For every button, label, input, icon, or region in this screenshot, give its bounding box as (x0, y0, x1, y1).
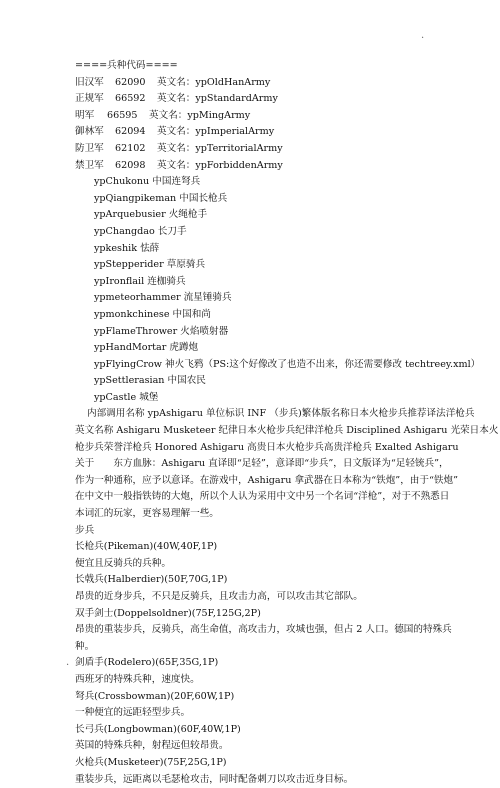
paragraph-line: 英文名称 Ashigaru Musketeer 纪律日本火枪步兵纪律洋枪兵 Disciplined Ashigaru 光荣日本火 (75, 425, 499, 437)
infantry-line: 重装步兵，远距离以毛瑟枪攻击，同时配备刺刀以攻击近身目标。 (75, 773, 354, 785)
infantry-line: 弩兵(Crossbowman)(20F,60W,1P) (75, 690, 235, 702)
list-item: ypmonkchinese 中国和尚 (94, 308, 211, 320)
paragraph-line: 枪步兵荣誉洋枪兵 Honored Ashigaru 高贵日本火枪步兵高贵洋枪兵 Exalted Ashigaru (75, 441, 459, 453)
page-mark-top: . (421, 30, 425, 41)
list-item: ypQiangpikeman 中国长枪兵 (94, 192, 228, 204)
document-body (75, 58, 499, 788)
list-item: ypHandMortar 虎蹲炮 (94, 342, 199, 354)
unit-name: 明军 (75, 109, 95, 121)
unit-english: 英文名：ypTerritorialArmy (157, 142, 283, 154)
unit-english: 英文名：ypStandardArmy (157, 93, 278, 105)
ashigaru-paragraph (75, 406, 499, 522)
list-item: ypFlameThrower 火焰喷射器 (94, 325, 229, 337)
unit-row (75, 108, 465, 125)
list-item: ypmeteorhammer 流星锤骑兵 (94, 292, 232, 304)
unit-row (75, 75, 465, 92)
unit-english: 英文名：ypImperialArmy (157, 126, 275, 138)
infantry-line: 西班牙的特殊兵种，速度快。 (75, 673, 200, 685)
paragraph-line: 内部调用名称 ypAshigaru 单位标识 INF （步兵)繁体版名称日本火枪步兵推荐译法洋枪兵 (87, 408, 475, 420)
unit-name: 旧汉军 (75, 76, 104, 88)
infantry-line: 长戟兵(Halberdier)(50F,70G,1P) (75, 574, 228, 586)
paragraph-line: 本词汇的玩家，更容易理解一些。 (75, 508, 219, 520)
unit-id-list (75, 174, 481, 406)
list-item: ypStepperider 草原骑兵 (94, 259, 206, 271)
infantry-line: 昂贵的近身步兵，不只是反骑兵，且攻击力高，可以攻击其它部队。 (75, 591, 363, 602)
infantry-line: 种。 (75, 640, 95, 652)
unit-english: 英文名：ypOldHanArmy (157, 76, 271, 88)
infantry-line: 剑盾手(Rodelero)(65F,35G,1P) (75, 657, 219, 669)
unit-row (75, 158, 465, 175)
infantry-line: 双手剑士(Doppelsoldner)(75F,125G,2P) (75, 607, 261, 619)
unit-code-table (75, 75, 465, 175)
unit-code: 62094 (115, 126, 146, 138)
infantry-line: 便宜且反骑兵的兵种。 (75, 557, 171, 569)
unit-name: 防卫军 (75, 142, 104, 154)
unit-code: 62090 (115, 76, 146, 88)
infantry-line: 昂贵的重装步兵，反骑兵，高生命值，高攻击力，攻城也强，但占 2 人口。德国的特殊兵 (75, 624, 452, 636)
list-item: ypChangdao 长刀手 (94, 225, 187, 237)
list-item: ypChukonu 中国连弩兵 (94, 176, 201, 188)
list-item: ypSettlerasian 中国农民 (94, 375, 206, 387)
list-item: ypFlyingCrow 神火飞鸦（PS:这个好像改了也造不出来，你还需要修改 techtreey.xml） (94, 358, 481, 370)
paragraph-line: 在中文中一般指铁铸的大炮，所以个人认为采用中文中另一个名词“洋枪”，对于不熟悉日 (75, 491, 450, 503)
unit-english: 英文名：ypForbiddenArmy (157, 159, 283, 171)
unit-code: 66595 (107, 109, 138, 121)
unit-code: 66592 (115, 93, 146, 105)
section-header: ====兵种代码==== (75, 60, 178, 71)
paragraph-line: 作为一种通称，应予以意译。在游戏中，Ashigaru 拿武器在日本称为“铁炮”，由于“铁炮” (75, 474, 458, 486)
unit-name: 禁卫军 (75, 159, 104, 171)
paragraph-line: 关于 东方血脉：Ashigaru 直译即“足轻”，意译即“步兵”，日文版译为“足轻铳兵”， (75, 458, 449, 470)
page-mark-bottom: . (66, 657, 70, 668)
list-item: ypIronflail 连枷骑兵 (94, 275, 186, 287)
list-item: ypArquebusier 火绳枪手 (94, 209, 208, 221)
infantry-line: 长枪兵(Pikeman)(40W,40F,1P) (75, 541, 218, 553)
unit-row (75, 141, 465, 158)
list-item: ypkeshik 怯薛 (94, 242, 160, 254)
infantry-line: 英国的特殊兵种，射程远但较昂贵。 (75, 740, 229, 752)
unit-name: 正规军 (75, 93, 104, 105)
unit-row (75, 124, 465, 141)
unit-name: 御林军 (75, 126, 104, 138)
unit-code: 62098 (115, 159, 146, 171)
infantry-heading: 步兵 (75, 524, 95, 536)
unit-code: 62102 (115, 142, 146, 154)
unit-row (75, 91, 465, 108)
infantry-line: 长弓兵(Longbowman)(60F,40W,1P) (75, 723, 241, 735)
infantry-line: 一种便宜的远距轻型步兵。 (75, 707, 191, 719)
infantry-section (75, 523, 465, 788)
unit-english: 英文名：ypMingArmy (149, 109, 251, 121)
list-item: ypCastle 城堡 (94, 391, 159, 403)
infantry-line: 火枪兵(Musketeer)(75F,25G,1P) (75, 756, 227, 768)
